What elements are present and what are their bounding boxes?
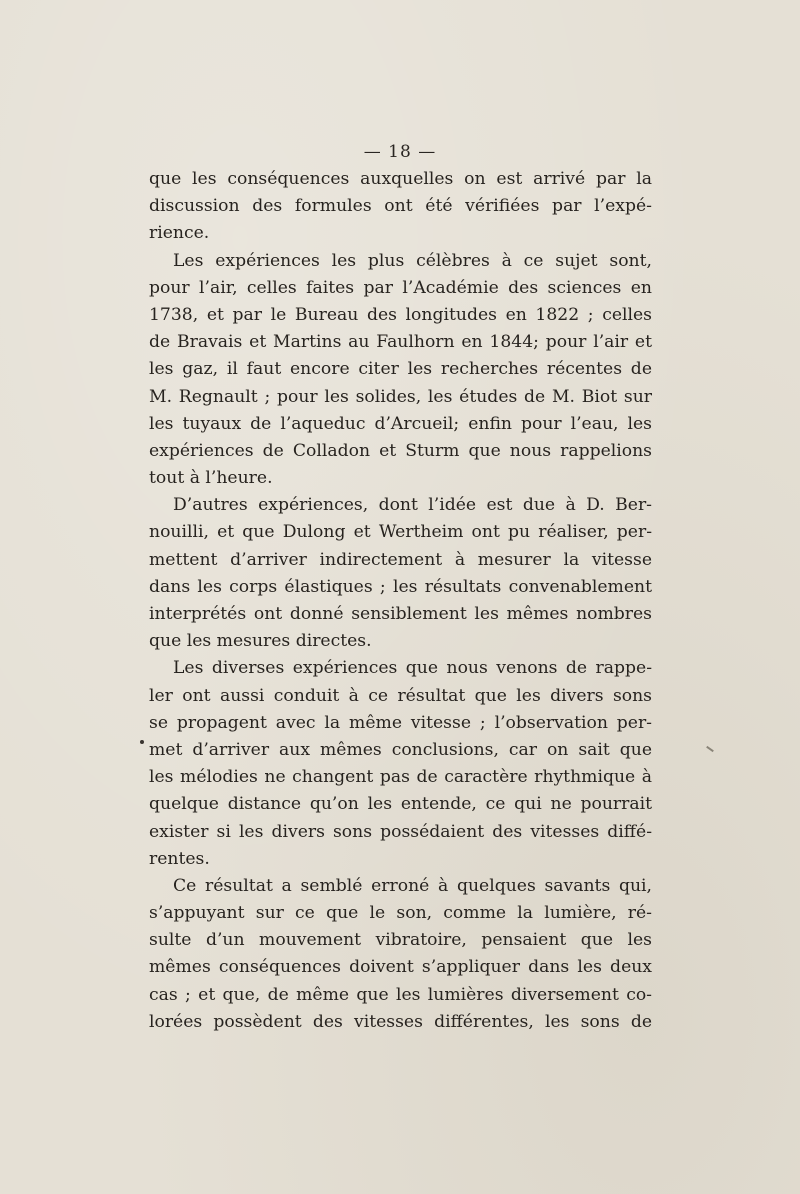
margin-mark	[706, 746, 714, 752]
text-line: mêmes conséquences doivent s’appliquer dans les deux	[149, 957, 652, 978]
paragraph-start-line: D’autres expériences, dont l’idée est due à D. Ber-	[173, 495, 652, 516]
text-line: mettent d’arriver indirectement à mesurer la vitesse	[149, 549, 652, 570]
text-line: dans les corps élastiques ; les résultats convenablement	[149, 576, 652, 597]
text-line: nouilli, et que Dulong et Wertheim ont pu réaliser, per-	[149, 522, 652, 543]
text-line: 1738, et par le Bureau des longitudes en 1822 ; celles	[149, 304, 652, 325]
text-line: s’appuyant sur ce que le son, comme la lumière, ré-	[149, 903, 652, 924]
text-line: se propagent avec la même vitesse ; l’observation per-	[149, 712, 652, 733]
text-line: interprétés ont donné sensiblement les mêmes nombres	[149, 604, 652, 624]
paragraph-start-line: Les expériences les plus célèbres à ce sujet sont,	[173, 250, 652, 271]
text-line: les tuyaux de l’aqueduc d’Arcueil; enfin pour l’eau, les	[149, 413, 652, 434]
text-line: de Bravais et Martins au Faulhorn en 1844; pour l’air et	[149, 332, 652, 353]
text-line: rentes.	[149, 848, 210, 869]
text-line: tout à l’heure.	[149, 468, 273, 489]
text-line: lorées possèdent des vitesses différentes, les sons de	[149, 1011, 652, 1032]
page-number: — 18 —	[363, 142, 437, 162]
text-line: rience.	[149, 223, 210, 244]
text-line: cas ; et que, de même que les lumières diversement co-	[149, 984, 652, 1005]
text-line: quelque distance qu’on les entende, ce qui ne pourrait	[149, 794, 652, 815]
text-line: que les mesures directes.	[149, 631, 372, 652]
text-line: met d’arriver aux mêmes conclusions, car on sait que	[149, 739, 652, 760]
text-line: expériences de Colladon et Sturm que nous rappelions	[149, 440, 652, 461]
text-line: exister si les divers sons possédaient des vitesses diffé-	[149, 821, 652, 842]
text-line: les gaz, il faut encore citer les recherches récentes de	[149, 359, 652, 380]
body-text	[149, 166, 652, 1036]
text-line: ler ont aussi conduit à ce résultat que les divers sons	[149, 685, 652, 706]
text-line: que les conséquences auxquelles on est arrivé par la	[149, 169, 652, 189]
text-line: sulte d’un mouvement vibratoire, pensaient que les	[149, 930, 652, 951]
text-line: M. Regnault ; pour les solides, les études de M. Biot sur	[149, 386, 652, 407]
text-line: pour l’air, celles faites par l’Académie des sciences en	[149, 277, 652, 298]
text-line: les mélodies ne changent pas de caractère rhythmique à	[149, 767, 652, 788]
text-line: discussion des formules ont été vérifiées par l’expé-	[149, 196, 652, 217]
paragraph-start-line: Ce résultat a semblé erroné à quelques savants qui,	[173, 875, 652, 896]
paragraph-start-line: Les diverses expériences que nous venons de rappe-	[173, 658, 652, 679]
margin-dot	[140, 740, 144, 744]
